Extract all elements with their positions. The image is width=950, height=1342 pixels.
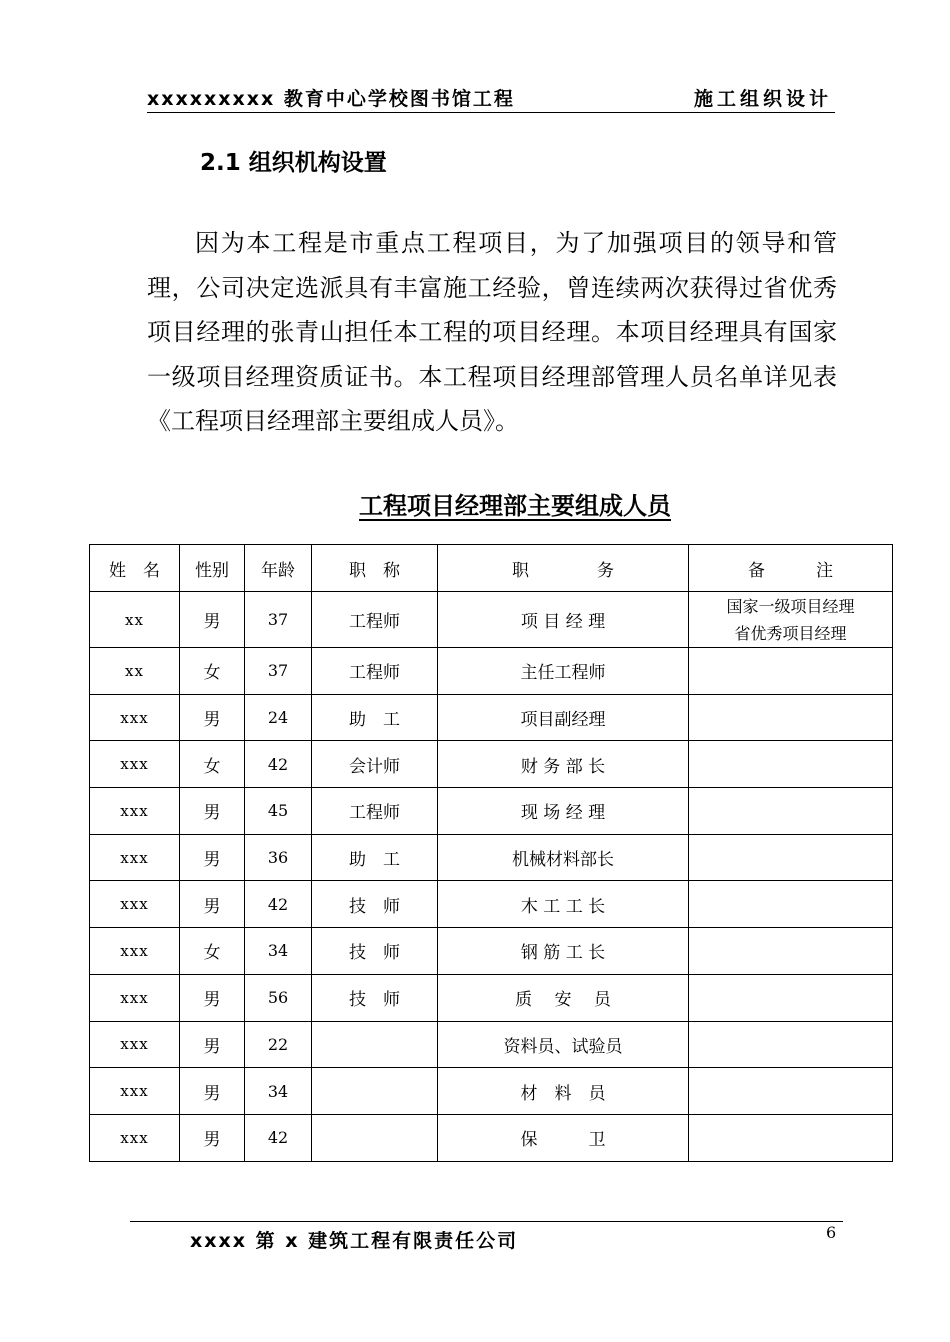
cell-title [312, 1068, 438, 1115]
cell-age: 37 [245, 592, 312, 648]
cell-name: xxx [90, 881, 180, 928]
cell-gender: 男 [180, 694, 245, 741]
table-row [90, 1068, 893, 1115]
cell-duty: 钢 筋 工 长 [438, 928, 689, 975]
cell-title: 技 师 [312, 974, 438, 1021]
cell-note [689, 694, 893, 741]
table-row [90, 974, 893, 1021]
cell-duty: 材 料 员 [438, 1068, 689, 1115]
cell-duty: 项 目 经 理 [438, 592, 689, 648]
cell-title: 工程师 [312, 592, 438, 648]
cell-note [689, 1021, 893, 1068]
header-duty: 职 务 [438, 545, 689, 592]
table-row [90, 928, 893, 975]
header-gender: 性别 [180, 545, 245, 592]
table-header-row [90, 545, 893, 592]
cell-note [689, 1068, 893, 1115]
cell-note [689, 881, 893, 928]
cell-note [689, 834, 893, 881]
cell-gender: 男 [180, 1068, 245, 1115]
cell-title: 助 工 [312, 694, 438, 741]
cell-note [689, 1114, 893, 1161]
footer-company: xxxx 第 x 建筑工程有限责任公司 [190, 1230, 519, 1252]
section-title: 2.1 组织机构设置 [200, 150, 387, 176]
cell-note [689, 974, 893, 1021]
cell-gender: 男 [180, 1114, 245, 1161]
cell-gender: 女 [180, 648, 245, 695]
cell-name: xx [90, 592, 180, 648]
cell-name: xxx [90, 928, 180, 975]
table-row [90, 1114, 893, 1161]
cell-age: 24 [245, 694, 312, 741]
cell-gender: 男 [180, 974, 245, 1021]
page-number: 6 [826, 1223, 837, 1242]
header-project-title: xxxxxxxxx 教育中心学校图书馆工程 [147, 88, 515, 110]
cell-age: 42 [245, 1114, 312, 1161]
cell-title: 工程师 [312, 648, 438, 695]
cell-age: 42 [245, 881, 312, 928]
cell-name: xxx [90, 1068, 180, 1115]
header-title: 职 称 [312, 545, 438, 592]
cell-note [689, 788, 893, 835]
cell-title: 助 工 [312, 834, 438, 881]
cell-name: xxx [90, 741, 180, 788]
cell-gender: 男 [180, 788, 245, 835]
table-title-text: 工程项目经理部主要组成人员 [359, 492, 671, 520]
cell-age: 22 [245, 1021, 312, 1068]
table-row [90, 648, 893, 695]
cell-age: 42 [245, 741, 312, 788]
note-line-2: 省优秀项目经理 [734, 623, 847, 643]
cell-gender: 男 [180, 881, 245, 928]
cell-title: 工程师 [312, 788, 438, 835]
cell-gender: 女 [180, 928, 245, 975]
cell-gender: 男 [180, 592, 245, 648]
cell-title [312, 1021, 438, 1068]
cell-duty: 质 安 员 [438, 974, 689, 1021]
cell-name: xx [90, 648, 180, 695]
cell-duty: 保 卫 [438, 1114, 689, 1161]
table-row [90, 1021, 893, 1068]
header-name: 姓 名 [90, 545, 180, 592]
header-doc-type: 施工组织设计 [693, 88, 832, 110]
table-row [90, 592, 893, 648]
cell-name: xxx [90, 834, 180, 881]
note-line-1: 国家一级项目经理 [726, 596, 855, 616]
cell-duty: 主任工程师 [438, 648, 689, 695]
cell-age: 34 [245, 928, 312, 975]
cell-name: xxx [90, 1021, 180, 1068]
cell-duty: 项目副经理 [438, 694, 689, 741]
cell-title: 技 师 [312, 928, 438, 975]
cell-gender: 男 [180, 1021, 245, 1068]
cell-note [689, 592, 893, 648]
table-row [90, 834, 893, 881]
cell-note [689, 741, 893, 788]
cell-name: xxx [90, 974, 180, 1021]
cell-note [689, 648, 893, 695]
cell-age: 56 [245, 974, 312, 1021]
cell-duty: 资料员、试验员 [438, 1021, 689, 1068]
cell-name: xxx [90, 1114, 180, 1161]
table-row [90, 788, 893, 835]
cell-duty: 机械材料部长 [438, 834, 689, 881]
cell-duty: 财 务 部 长 [438, 741, 689, 788]
cell-gender: 女 [180, 741, 245, 788]
cell-duty: 现 场 经 理 [438, 788, 689, 835]
footer-divider [130, 1221, 843, 1222]
cell-duty: 木 工 工 长 [438, 881, 689, 928]
cell-name: xxx [90, 694, 180, 741]
cell-age: 36 [245, 834, 312, 881]
cell-name: xxx [90, 788, 180, 835]
staff-table [89, 544, 893, 1162]
cell-title: 技 师 [312, 881, 438, 928]
cell-note [689, 928, 893, 975]
cell-age: 45 [245, 788, 312, 835]
cell-age: 34 [245, 1068, 312, 1115]
header-age: 年龄 [245, 545, 312, 592]
table-row [90, 694, 893, 741]
cell-age: 37 [245, 648, 312, 695]
header-divider [147, 112, 835, 113]
table-title [0, 486, 950, 521]
table-row [90, 881, 893, 928]
cell-title [312, 1114, 438, 1161]
header-note: 备 注 [689, 545, 893, 592]
cell-title: 会计师 [312, 741, 438, 788]
table-row [90, 741, 893, 788]
cell-gender: 男 [180, 834, 245, 881]
body-paragraph: 因为本工程是市重点工程项目，为了加强项目的领导和管理，公司决定选派具有丰富施工经验，曾连续两次获得过省优秀项目经理的张青山担任本工程的项目经理。本项目经理具有国家一级项目经理资质证书。本工程项目经理部管理人员名单详见表《工程项目经理部主要组成人员》。 [147, 229, 837, 435]
